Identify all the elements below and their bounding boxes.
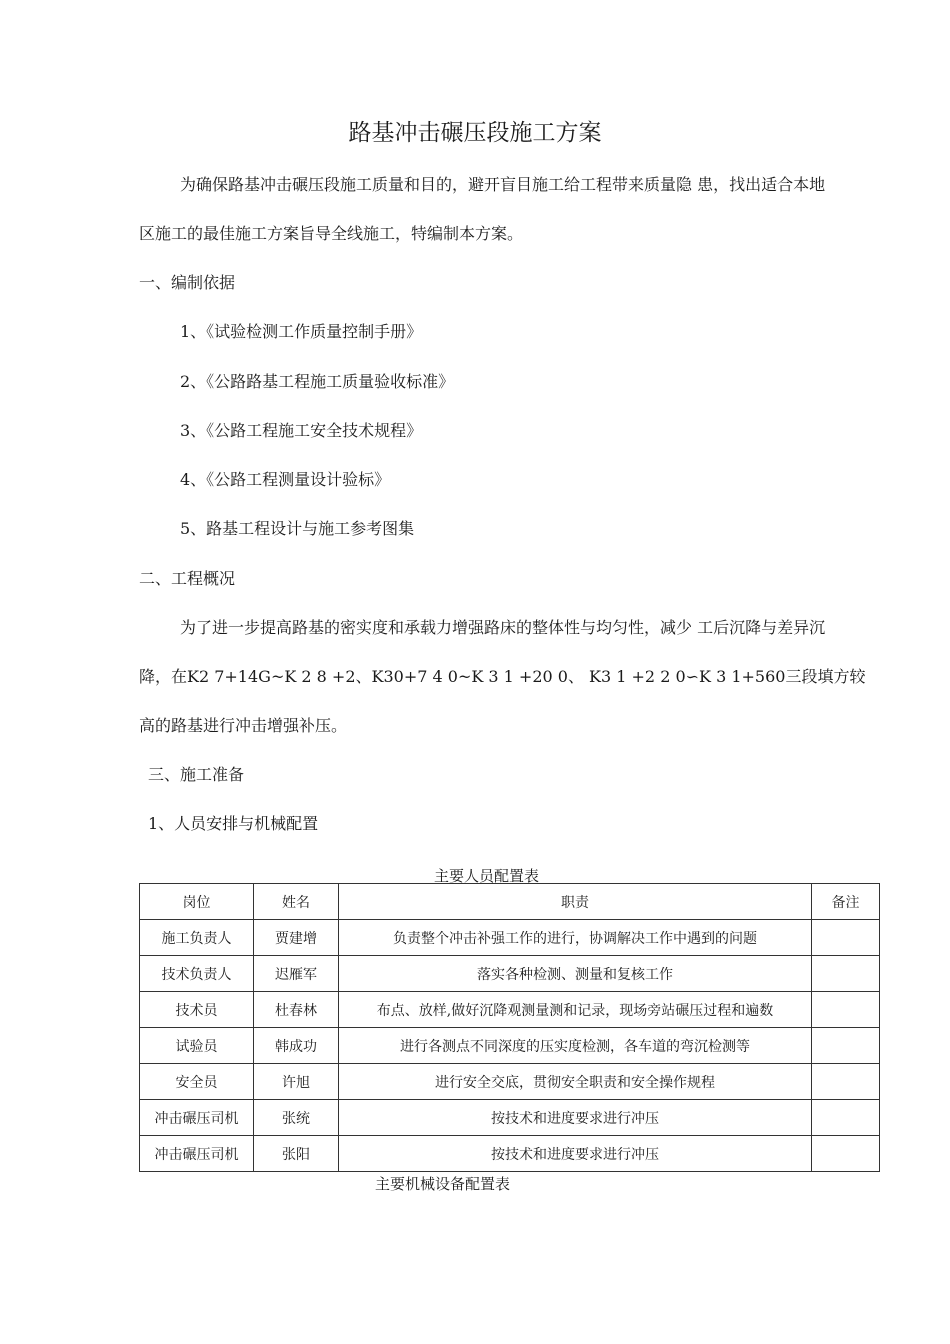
cell-duty: 进行各测点不同深度的压实度检测，各车道的弯沉检测等 xyxy=(339,1028,812,1064)
basis-item-2: 2、《公路路基工程施工质量验收标准》 xyxy=(180,372,455,391)
cell-remark xyxy=(812,1064,880,1100)
column-header-remark: 备注 xyxy=(812,884,880,920)
basis-item-4: 4、《公路工程测量设计验标》 xyxy=(180,470,391,489)
cell-name: 韩成功 xyxy=(254,1028,339,1064)
table-row xyxy=(140,1136,880,1172)
cell-duty: 按技术和进度要求进行冲压 xyxy=(339,1136,812,1172)
cell-name: 张统 xyxy=(254,1100,339,1136)
cell-duty: 布点、放样,做好沉降观测量测和记录，现场旁站碾压过程和遍数 xyxy=(339,992,812,1028)
cell-remark xyxy=(812,992,880,1028)
section-heading-preparation: 三、施工准备 xyxy=(148,765,245,784)
subsection-staffing: 1、人员安排与机械配置 xyxy=(148,814,319,833)
cell-remark xyxy=(812,1028,880,1064)
section-heading-basis: 一、编制依据 xyxy=(139,273,236,292)
column-header-duty: 职责 xyxy=(339,884,812,920)
section-heading-overview: 二、工程概况 xyxy=(139,569,236,588)
cell-duty: 按技术和进度要求进行冲压 xyxy=(339,1100,812,1136)
staff-table-caption: 主要人员配置表 xyxy=(434,867,540,885)
cell-duty: 落实各种检测、测量和复核工作 xyxy=(339,956,812,992)
cell-remark xyxy=(812,1136,880,1172)
basis-item-3: 3、《公路工程施工安全技术规程》 xyxy=(180,421,423,440)
cell-duty: 进行安全交底，贯彻安全职责和安全操作规程 xyxy=(339,1064,812,1100)
overview-line-3: 高的路基进行冲击增强补压。 xyxy=(139,716,348,735)
cell-position: 冲击碾压司机 xyxy=(140,1100,254,1136)
cell-position: 试验员 xyxy=(140,1028,254,1064)
cell-position: 安全员 xyxy=(140,1064,254,1100)
cell-name: 杜春林 xyxy=(254,992,339,1028)
table-row xyxy=(140,920,880,956)
cell-position: 施工负责人 xyxy=(140,920,254,956)
intro-line-2: 区施工的最佳施工方案旨导全线施工，特编制本方案。 xyxy=(139,224,524,243)
table-row xyxy=(140,992,880,1028)
cell-remark xyxy=(812,956,880,992)
column-header-position: 岗位 xyxy=(140,884,254,920)
cell-position: 技术员 xyxy=(140,992,254,1028)
cell-name: 贾建增 xyxy=(254,920,339,956)
cell-remark xyxy=(812,1100,880,1136)
cell-duty: 负责整个冲击补强工作的进行，协调解决工作中遇到的问题 xyxy=(339,920,812,956)
table-row xyxy=(140,1064,880,1100)
table-row xyxy=(140,1100,880,1136)
table-row xyxy=(140,956,880,992)
basis-item-5: 5、路基工程设计与施工参考图集 xyxy=(180,519,415,538)
table-row xyxy=(140,1028,880,1064)
overview-line-1: 为了进一步提高路基的密实度和承载力增强路床的整体性与均匀性，减少 工后沉降与差异沉 xyxy=(180,618,826,637)
overview-line-2: 降，在K2 7+14G~K 2 8 +2、K30+7 4 0~K 3 1 +20 0、 K3 1 +2 2 0∽K 3 1+560三段填方较 xyxy=(139,667,866,686)
cell-remark xyxy=(812,920,880,956)
staff-table xyxy=(139,883,880,1172)
cell-name: 许旭 xyxy=(254,1064,339,1100)
cell-position: 冲击碾压司机 xyxy=(140,1136,254,1172)
cell-name: 张阳 xyxy=(254,1136,339,1172)
cell-position: 技术负责人 xyxy=(140,956,254,992)
table-header-row xyxy=(140,884,880,920)
intro-line-1: 为确保路基冲击碾压段施工质量和目的，避开盲目施工给工程带来质量隐 患，找出适合本地 xyxy=(180,175,826,194)
cell-name: 迟雁军 xyxy=(254,956,339,992)
column-header-name: 姓名 xyxy=(254,884,339,920)
document-title: 路基冲击碾压段施工方案 xyxy=(348,120,602,146)
basis-item-1: 1、《试验检测工作质量控制手册》 xyxy=(180,322,423,341)
equipment-table-caption: 主要机械设备配置表 xyxy=(375,1175,511,1193)
